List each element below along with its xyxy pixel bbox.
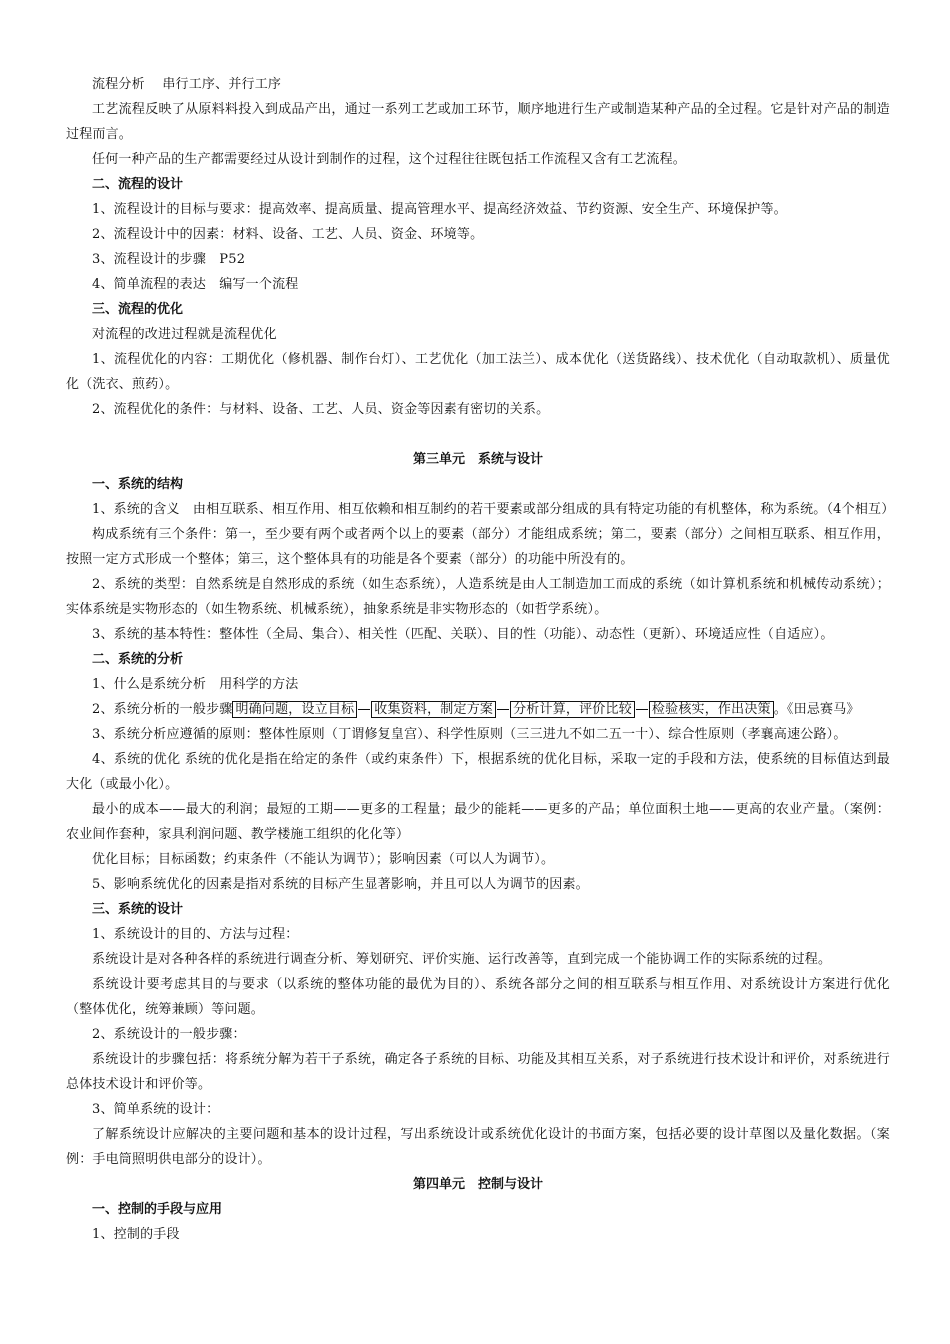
paragraph: 3、简单系统的设计： — [92, 1102, 220, 1117]
analysis-steps-line — [66, 697, 890, 722]
step-box-4: 检验核实，作出决策 — [649, 701, 774, 718]
paragraph: 2、流程优化的条件：与材料、设备、工艺、人员、资金等因素有密切的关系。 — [92, 402, 550, 417]
paragraph: 任何一种产品的生产都需要经过从设计到制作的过程，这个过程往往既包括工作流程又含有工艺流程。 — [92, 152, 687, 167]
section-heading: 一、系统的结构 — [92, 477, 184, 492]
step-box-1: 明确问题，设立目标 — [232, 701, 357, 718]
steps-suffix: 。《田忌赛马》 — [773, 702, 860, 717]
section-heading: 一、控制的手段与应用 — [92, 1202, 223, 1217]
paragraph: 了解系统设计应解决的主要问题和基本的设计过程，写出系统设计或系统优化设计的书面方案，包括必要的设计草图以及量化数据。（案例：手电筒照明供电部分的设计）。 — [66, 1127, 890, 1167]
paragraph: 1、系统设计的目的、方法与过程： — [92, 927, 299, 942]
paragraph: 对流程的改进过程就是流程优化 — [92, 327, 277, 342]
paragraph: 构成系统有三个条件：第一，至少要有两个或者两个以上的要素（部分）才能组成系统；第二，要素（部分）之间相互联系、相互作用，按照一定方式形成一个整体；第三，这个整体具有的功能是各个要素（部分）的功能中所没有的。 — [66, 527, 890, 567]
step-box-3: 分析计算，评价比较 — [510, 701, 635, 718]
paragraph: 1、系统的含义 由相互联系、相互作用、相互依赖和相互制约的若干要素或部分组成的具有特定功能的有机整体，称为系统。（4个相互） — [92, 502, 895, 517]
steps-prefix: 2、系统分析的一般步骤 — [92, 702, 233, 717]
paragraph: 流程分析 串行工序、并行工序 — [92, 77, 282, 92]
paragraph: 系统设计是对各种各样的系统进行调查分析、筹划研究、评价实施、运行改善等，直到完成一个能协调工作的实际系统的过程。 — [92, 952, 832, 967]
paragraph: 3、流程设计的步骤 P52 — [92, 252, 246, 267]
unit-title: 第三单元 系统与设计 — [412, 452, 543, 467]
paragraph: 2、系统的类型：自然系统是自然形成的系统（如生态系统），人造系统是由人工制造加工而成的系统（如计算机系统和机械传动系统）；实体系统是实物形态的（如生物系统、机械系统），抽象系统是非实物形态的（如哲学系统）。 — [66, 577, 890, 617]
paragraph: 1、流程设计的目标与要求：提高效率、提高质量、提高管理水平、提高经济效益、节约资源、安全生产、环境保护等。 — [92, 202, 787, 217]
paragraph: 3、系统的基本特性：整体性（全局、集合）、相关性（匹配、关联）、目的性（功能）、动态性（更新）、环境适应性（自适应）。 — [92, 627, 834, 642]
section-heading: 二、流程的设计 — [92, 177, 184, 192]
section-heading: 二、系统的分析 — [92, 652, 184, 667]
section-heading: 三、流程的优化 — [92, 302, 184, 317]
step-box-2: 收集资料，制定方案 — [371, 701, 496, 718]
paragraph: 1、流程优化的内容：工期优化（修机器、制作台灯）、工艺优化（加工法兰）、成本优化（送货路线）、技术优化（自动取款机）、质量优化（洗衣、煎药）。 — [66, 352, 890, 392]
paragraph: 2、流程设计中的因素：材料、设备、工艺、人员、资金、环境等。 — [92, 227, 484, 242]
paragraph: 4、系统的优化 系统的优化是指在给定的条件（或约束条件）下，根据系统的优化目标，采取一定的手段和方法，使系统的目标值达到最大化（或最小化）。 — [66, 752, 890, 792]
paragraph: 系统设计要考虑其目的与要求（以系统的整体功能的最优为目的）、系统各部分之间的相互联系与相互作用、对系统设计方案进行优化（整体优化，统筹兼顾）等问题。 — [66, 977, 890, 1017]
paragraph: 3、系统分析应遵循的原则：整体性原则（丁谓修复皇宫）、科学性原则（三三进九不如二五一十）、综合性原则（孝襄高速公路）。 — [92, 727, 847, 742]
paragraph: 5、影响系统优化的因素是指对系统的目标产生显著影响，并且可以人为调节的因素。 — [92, 877, 589, 892]
paragraph: 优化目标；目标函数；约束条件（不能认为调节）；影响因素（可以人为调节）。 — [92, 852, 555, 867]
paragraph: 最小的成本——最大的利润；最短的工期——更多的工程量；最少的能耗——更多的产品；单位面积土地——更高的农业产量。（案例：农业间作套种，家具利润问题、教学楼施工组织的化化等） — [66, 802, 890, 842]
unit-title: 第四单元 控制与设计 — [412, 1177, 543, 1192]
paragraph: 2、系统设计的一般步骤： — [92, 1027, 246, 1042]
spacer — [66, 422, 890, 447]
paragraph: 1、控制的手段 — [92, 1227, 180, 1242]
connector-line — [358, 709, 370, 710]
connector-line — [497, 709, 509, 710]
section-heading: 三、系统的设计 — [92, 902, 184, 917]
paragraph: 1、什么是系统分析 用科学的方法 — [92, 677, 299, 692]
paragraph: 4、简单流程的表达 编写一个流程 — [92, 277, 299, 292]
paragraph: 工艺流程反映了从原料料投入到成品产出，通过一系列工艺或加工环节，顺序地进行生产或制造某种产品的全过程。它是针对产品的制造过程而言。 — [66, 102, 890, 142]
paragraph: 系统设计的步骤包括：将系统分解为若干子系统，确定各子系统的目标、功能及其相互关系，对子系统进行技术设计和评价，对系统进行总体技术设计和评价等。 — [66, 1052, 890, 1092]
document-page — [66, 72, 895, 1247]
connector-line — [636, 709, 648, 710]
